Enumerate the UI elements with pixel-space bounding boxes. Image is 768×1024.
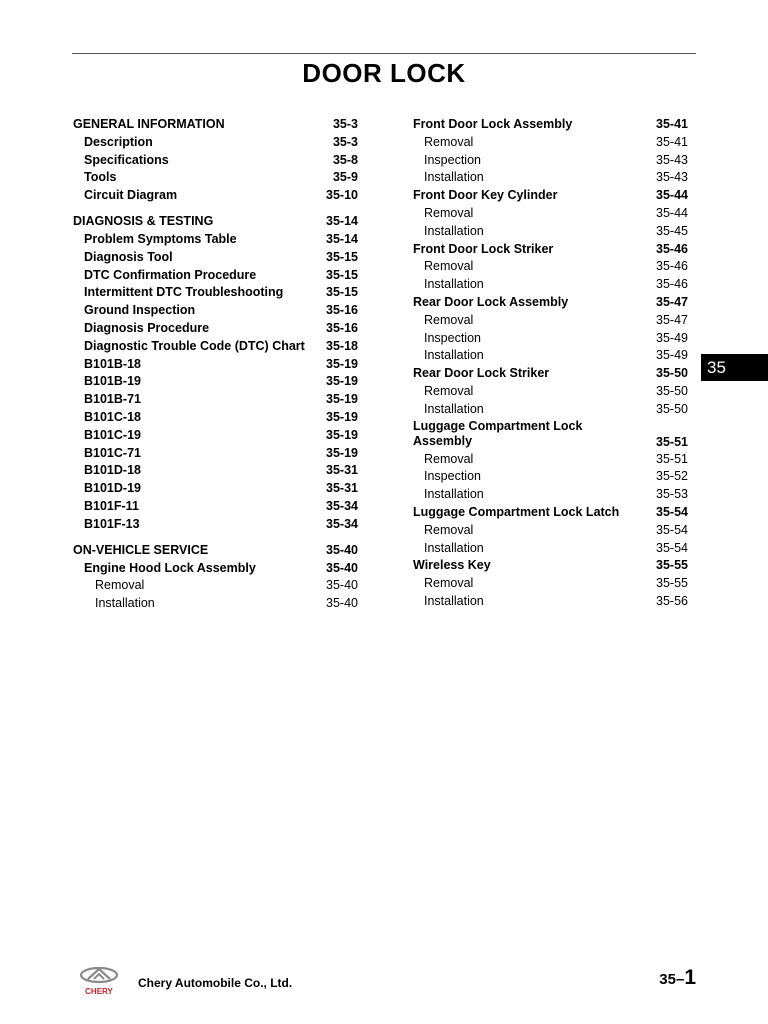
toc-entry-page: 35-43 xyxy=(656,152,688,167)
toc-entry-page: 35-19 xyxy=(326,374,358,389)
toc-entry-page: 35-40 xyxy=(326,596,358,611)
toc-entry-label: Diagnosis Tool xyxy=(84,249,173,264)
toc-entry-page: 35-15 xyxy=(326,249,358,264)
toc-entry-label: Installation xyxy=(95,596,155,611)
toc-entry-label: Installation xyxy=(424,487,484,502)
toc-entry-page: 35-49 xyxy=(656,348,688,363)
toc-entry-label: B101D-18 xyxy=(84,463,141,478)
toc-entry-label: Installation xyxy=(424,348,484,363)
toc-entry-page: 35-44 xyxy=(656,206,688,220)
toc-entry-page: 35-15 xyxy=(326,267,358,282)
toc-entry-label: Tools xyxy=(84,170,117,185)
toc-entry-label: B101B-19 xyxy=(84,374,141,389)
toc-entry-page: 35-19 xyxy=(326,410,358,424)
toc-entry-page: 35-55 xyxy=(656,558,688,573)
toc-entry-label: Diagnosis Procedure xyxy=(84,321,210,335)
toc-entry-label: Installation xyxy=(424,277,484,292)
toc-entry-page: 35-40 xyxy=(326,542,358,557)
toc-entry-label: Luggage Compartment Lock Latch xyxy=(413,505,620,519)
toc-entry-page: 35-52 xyxy=(656,469,688,484)
toc-entry-label: Installation xyxy=(424,223,484,238)
footer-company: Chery Automobile Co., Ltd. xyxy=(138,976,293,990)
toc-entry-page: 35-31 xyxy=(326,463,358,478)
toc-entry-label: ON-VEHICLE SERVICE xyxy=(73,542,209,557)
toc-entry-label: Description xyxy=(84,134,153,149)
toc-entry-page: 35-46 xyxy=(656,259,688,274)
toc-entry-label: Installation xyxy=(424,170,484,185)
toc-entry-page: 35-41 xyxy=(656,134,688,149)
toc-entry-page: 35-44 xyxy=(656,188,688,203)
toc-entry-page: 35-16 xyxy=(326,303,358,318)
toc-entry-page: 35-41 xyxy=(656,117,688,131)
toc-entry-page: 35-55 xyxy=(656,576,688,591)
toc-entry-page: 35-50 xyxy=(656,401,688,416)
toc-entry-label: Removal xyxy=(95,578,145,593)
toc-entry-page: 35-56 xyxy=(656,594,688,608)
chery-logo xyxy=(72,966,126,996)
toc-entry-page: 35-14 xyxy=(326,232,358,246)
toc-entry-label: Intermittent DTC Troubleshooting xyxy=(84,285,284,300)
toc-entry-page: 35-50 xyxy=(656,384,688,398)
toc-entry-page: 35-54 xyxy=(656,540,688,555)
toc-entry-label: Front Door Key Cylinder xyxy=(413,188,558,203)
toc-entry-page: 35-14 xyxy=(326,214,358,229)
toc-entry-label: Circuit Diagram xyxy=(84,188,178,203)
toc-entry-label: Removal xyxy=(424,134,474,149)
toc-entry-page: 35-46 xyxy=(656,277,688,292)
toc-entry-label: B101F-11 xyxy=(84,499,139,513)
toc-entry-page: 35-34 xyxy=(326,499,358,513)
toc-entry-page: 35-19 xyxy=(326,427,358,442)
top-rule xyxy=(72,53,696,54)
toc-entry-label: Inspection xyxy=(424,469,481,484)
toc-entry-label: B101B-71 xyxy=(84,392,141,407)
toc-entry-label: GENERAL INFORMATION xyxy=(73,117,225,131)
toc-entry-page: 35-34 xyxy=(326,516,358,531)
toc-entry-page: 35-19 xyxy=(326,392,358,407)
toc-entry-label: Diagnostic Trouble Code (DTC) Chart xyxy=(84,338,305,353)
toc-entry-label: Removal xyxy=(424,522,474,537)
toc-entry-page: 35-10 xyxy=(326,188,358,203)
toc-entry-page: 35-45 xyxy=(656,223,688,238)
toc-entry-label: Rear Door Lock Striker xyxy=(413,366,550,381)
toc-entry-label: Luggage Compartment Lock Assembly xyxy=(413,418,583,448)
toc-entry-label: Inspection xyxy=(424,152,481,167)
toc-entry-page: 35-47 xyxy=(656,295,688,309)
toc-entry-label: Problem Symptoms Table xyxy=(84,232,237,246)
toc-entry-page: 35-51 xyxy=(656,451,688,466)
toc-entry-page: 35-47 xyxy=(656,312,688,327)
chapter-tab-marker: 35 xyxy=(701,354,768,381)
toc-entry-label: Engine Hood Lock Assembly xyxy=(84,560,256,575)
toc-entry-page: 35-54 xyxy=(656,522,688,537)
page-number: 1 xyxy=(684,966,696,989)
toc-entry-label: Removal xyxy=(424,384,474,398)
toc-entry-page: 35-43 xyxy=(656,170,688,185)
toc-entry-page: 35-54 xyxy=(656,505,688,519)
toc-entry-label: Removal xyxy=(424,259,474,274)
toc-entry-page: 35-19 xyxy=(326,356,358,371)
toc-entry-page: 35-15 xyxy=(326,285,358,300)
logo-wordmark: CHERY xyxy=(85,987,113,996)
toc-entry-page: 35-40 xyxy=(326,578,358,593)
toc-entry-label: Ground Inspection xyxy=(84,303,196,318)
toc-entry-page: 35-19 xyxy=(326,445,358,460)
toc-entry-page: 35-9 xyxy=(332,170,358,185)
toc-entry-label: B101C-19 xyxy=(84,427,141,442)
toc-entry-label: Specifications xyxy=(84,152,169,167)
toc-entry-page: 35-53 xyxy=(656,487,688,502)
footer-page-number xyxy=(659,966,696,990)
toc-entry-page: 35-3 xyxy=(332,134,358,149)
toc-entry-page: 35-3 xyxy=(332,117,358,131)
toc-entry-label: Wireless Key xyxy=(413,558,491,573)
toc-entry-label: Removal xyxy=(424,206,474,220)
toc-entry-label: DIAGNOSIS & TESTING xyxy=(73,214,214,229)
toc-entry-page: 35-31 xyxy=(326,481,358,496)
toc-entry-page: 35-16 xyxy=(326,321,358,335)
toc-entry-label: B101D-19 xyxy=(84,481,141,496)
toc-entry-page: 35-18 xyxy=(326,338,358,353)
toc-entry-label: Installation xyxy=(424,594,484,608)
toc-entry-label: Front Door Lock Striker xyxy=(413,241,554,256)
toc-entry-label: B101C-18 xyxy=(84,410,141,424)
toc-entry-label: B101C-71 xyxy=(84,445,141,460)
toc-entry-page: 35-50 xyxy=(656,366,688,381)
toc-entry-label: Installation xyxy=(424,540,484,555)
toc-entry-label: Removal xyxy=(424,312,474,327)
toc-entry-page: 35-49 xyxy=(656,330,688,345)
toc-entry-label: Removal xyxy=(424,576,474,591)
toc-entry-page: 35-8 xyxy=(332,152,358,167)
toc-entry-page: 35-51 xyxy=(656,434,688,449)
toc-entry-label: Installation xyxy=(424,401,484,416)
toc-entry-label: B101F-13 xyxy=(84,516,140,531)
toc-entry-label: DTC Confirmation Procedure xyxy=(84,267,257,282)
toc-entry-label: Rear Door Lock Assembly xyxy=(413,295,569,309)
toc-entry-label: Inspection xyxy=(424,330,481,345)
toc-entry-label: B101B-18 xyxy=(84,356,141,371)
toc-entry-page: 35-40 xyxy=(326,560,358,575)
toc-entry-label: Front Door Lock Assembly xyxy=(413,117,573,131)
toc-entry-label: Removal xyxy=(424,451,474,466)
toc-entry-page: 35-46 xyxy=(656,241,688,256)
page-title: DOOR LOCK xyxy=(302,58,466,88)
chery-logo-icon xyxy=(72,966,126,996)
page-prefix: 35– xyxy=(659,971,685,988)
